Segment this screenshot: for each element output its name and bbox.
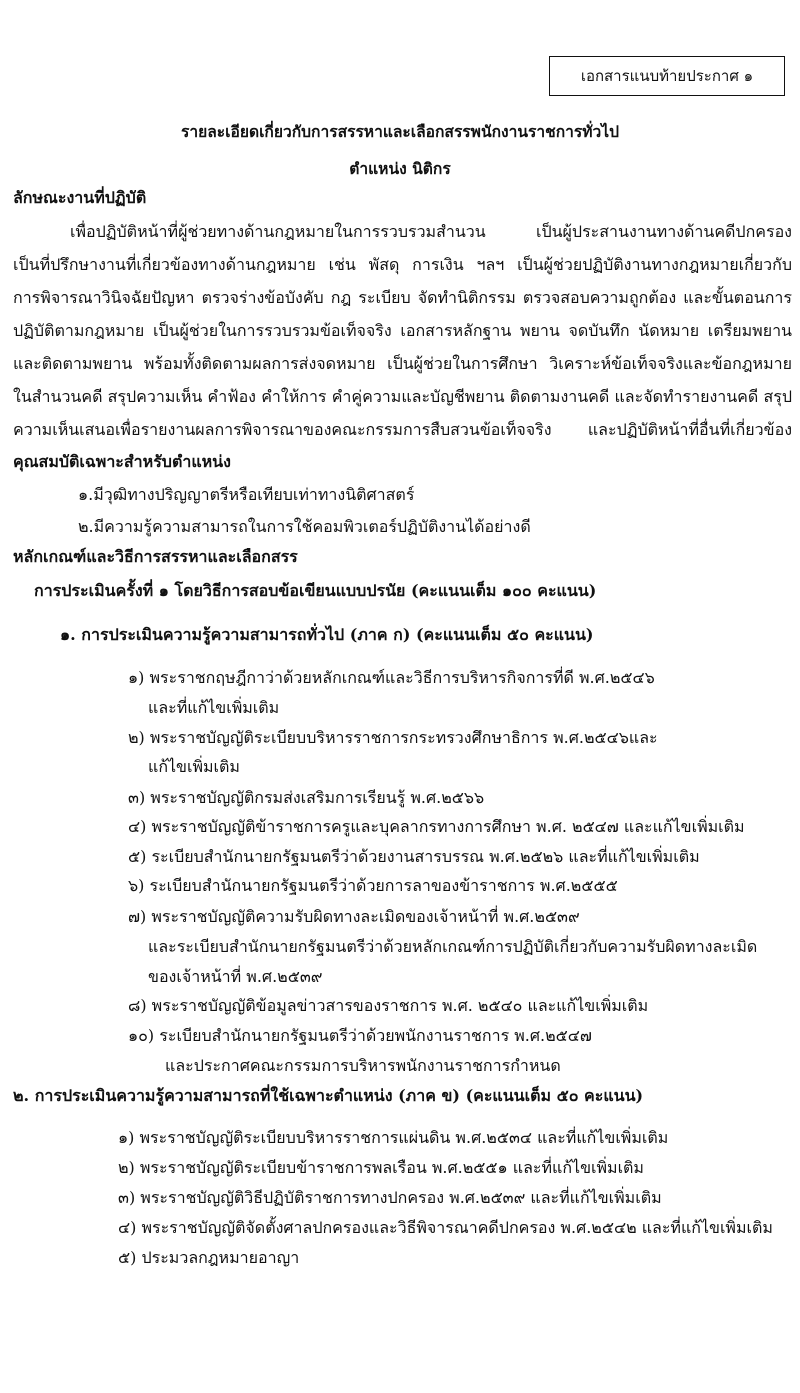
part-a-heading: ๑. การประเมินความรู้ความสามารถทั่วไป (ภาค ก) (คะแนนเต็ม ๕๐ คะแนน) xyxy=(60,625,594,644)
part-a-item: ๑๐) ระเบียบสำนักนายกรัฐมนตรีว่าด้วยพนักงานราชการ พ.ศ.๒๕๔๗ xyxy=(128,1026,592,1045)
duties-line: การพิจารณาวินิจฉัยปัญหา ตรวจร่างข้อบังคับ กฎ ระเบียบ จัดทำนิติกรรม ตรวจสอบความถูกต้อง และขั้นตอนการ xyxy=(13,288,792,307)
qualification-item: ๑.มีวุฒิทางปริญญาตรีหรือเทียบเท่าทางนิติศาสตร์ xyxy=(78,485,415,504)
attachment-label-box xyxy=(549,56,785,96)
part-a-item: ๒) พระราชบัญญัติระเบียบบริหารราชการกระทรวงศึกษาธิการ พ.ศ.๒๕๔๖และ xyxy=(128,728,658,747)
part-a-item: ๗) พระราชบัญญัติความรับผิดทางละเมิดของเจ้าหน้าที่ พ.ศ.๒๕๓๙ xyxy=(128,907,580,926)
qualifications-heading: คุณสมบัติเฉพาะสำหรับตำแหน่ง xyxy=(13,452,231,471)
duties-line: ความเห็นเสนอเพื่อรายงานผลการพิจารณาของคณะกรรมการสืบสวนข้อเท็จจริง และปฏิบัติหน้าที่อื่นที่เกี่ยวข้อง xyxy=(13,420,792,439)
document-title: รายละเอียดเกี่ยวกับการสรรหาและเลือกสรรพนักงานราชการทั่วไป xyxy=(180,122,620,141)
duties-line: ปฏิบัติตามกฎหมาย เป็นผู้ช่วยในการรวบรวมข้อเท็จจริง เอกสารหลักฐาน พยาน จดบันทึก นัดหมาย เตรียมพยาน xyxy=(13,321,792,340)
part-a-item-cont: แก้ไขเพิ่มเติม xyxy=(148,757,240,776)
part-a-item: ๘) พระราชบัญญัติข้อมูลข่าวสารของราชการ พ.ศ. ๒๕๔๐ และแก้ไขเพิ่มเติม xyxy=(128,996,649,1015)
duties-line: และติดตามพยาน พร้อมทั้งติดตามผลการส่งจดหมาย เป็นผู้ช่วยในการศึกษา วิเคราะห์ข้อเท็จจริงและข้อกฎหมาย xyxy=(13,354,792,373)
part-b-item: ๑) พระราชบัญญัติระเบียบบริหารราชการแผ่นดิน พ.ศ.๒๕๓๔ และที่แก้ไขเพิ่มเติม xyxy=(118,1128,669,1147)
qualification-item: ๒.มีความรู้ความสามารถในการใช้คอมพิวเตอร์ปฏิบัติงานได้อย่างดี xyxy=(78,517,531,536)
part-a-item-cont: และระเบียบสำนักนายกรัฐมนตรีว่าด้วยหลักเกณฑ์การปฏิบัติเกี่ยวกับความรับผิดทางละเมิด xyxy=(148,937,758,956)
part-b-item: ๓) พระราชบัญญัติวิธีปฏิบัติราชการทางปกครอง พ.ศ.๒๕๓๙ และที่แก้ไขเพิ่มเติม xyxy=(118,1188,662,1207)
duties-heading: ลักษณะงานที่ปฏิบัติ xyxy=(13,188,147,207)
duties-line: เพื่อปฏิบัติหน้าที่ผู้ช่วยทางด้านกฎหมายในการรวบรวมสำนวน เป็นผู้ประสานงานทางด้านคดีปกครอง xyxy=(70,222,792,241)
round1-heading: การประเมินครั้งที่ ๑ โดยวิธีการสอบข้อเขียนแบบปรนัย (คะแนนเต็ม ๑๐๐ คะแนน) xyxy=(34,581,597,600)
part-b-heading: ๒. การประเมินความรู้ความสามารถที่ใช้เฉพาะตำแหน่ง (ภาค ข) (คะแนนเต็ม ๕๐ คะแนน) xyxy=(13,1086,644,1105)
attachment-label: เอกสารแนบท้ายประกาศ ๑ xyxy=(580,67,754,85)
part-b-item: ๒) พระราชบัญญัติระเบียบข้าราชการพลเรือน พ.ศ.๒๕๕๑ และที่แก้ไขเพิ่มเติม xyxy=(118,1158,644,1177)
criteria-heading: หลักเกณฑ์และวิธีการสรรหาและเลือกสรร xyxy=(13,547,298,566)
part-a-item: ๑) พระราชกฤษฎีกาว่าด้วยหลักเกณฑ์และวิธีการบริหารกิจการที่ดี พ.ศ.๒๕๔๖ xyxy=(128,668,655,687)
part-a-item: ๓) พระราชบัญญัติกรมส่งเสริมการเรียนรู้ พ.ศ.๒๕๖๖ xyxy=(128,788,485,807)
part-a-item: ๖) ระเบียบสำนักนายกรัฐมนตรีว่าด้วยการลาของข้าราชการ พ.ศ.๒๕๕๕ xyxy=(128,876,618,895)
duties-line: ในสำนวนคดี สรุปความเห็น คำฟ้อง คำให้การ คำคู่ความและบัญชีพยาน ติดตามงานคดี และจัดทำรายงานคดี สรุป xyxy=(13,387,792,406)
part-b-item: ๔) พระราชบัญญัติจัดตั้งศาลปกครองและวิธีพิจารณาคดีปกครอง พ.ศ.๒๕๔๒ และที่แก้ไขเพิ่มเติม xyxy=(118,1218,773,1237)
part-a-item-cont: ของเจ้าหน้าที่ พ.ศ.๒๕๓๙ xyxy=(148,967,323,986)
part-a-item-cont: และที่แก้ไขเพิ่มเติม xyxy=(148,698,280,717)
part-a-item: ๕) ระเบียบสำนักนายกรัฐมนตรีว่าด้วยงานสารบรรณ พ.ศ.๒๕๒๖ และที่แก้ไขเพิ่มเติม xyxy=(128,847,700,866)
part-b-item: ๕) ประมวลกฎหมายอาญา xyxy=(118,1248,300,1267)
part-a-item: ๔) พระราชบัญญัติข้าราชการครูและบุคลากรทางการศึกษา พ.ศ. ๒๕๔๗ และแก้ไขเพิ่มเติม xyxy=(128,817,745,836)
part-a-item-cont: และประกาศคณะกรรมการบริหารพนักงานราชการกำหนด xyxy=(165,1056,561,1075)
position-title: ตำแหน่ง นิติกร xyxy=(349,159,451,178)
duties-line: เป็นที่ปรึกษางานที่เกี่ยวข้องทางด้านกฎหมาย เช่น พัสดุ การเงิน ฯลฯ เป็นผู้ช่วยปฏิบัติงานทางกฎหมายเกี่ยวกับ xyxy=(13,255,792,274)
